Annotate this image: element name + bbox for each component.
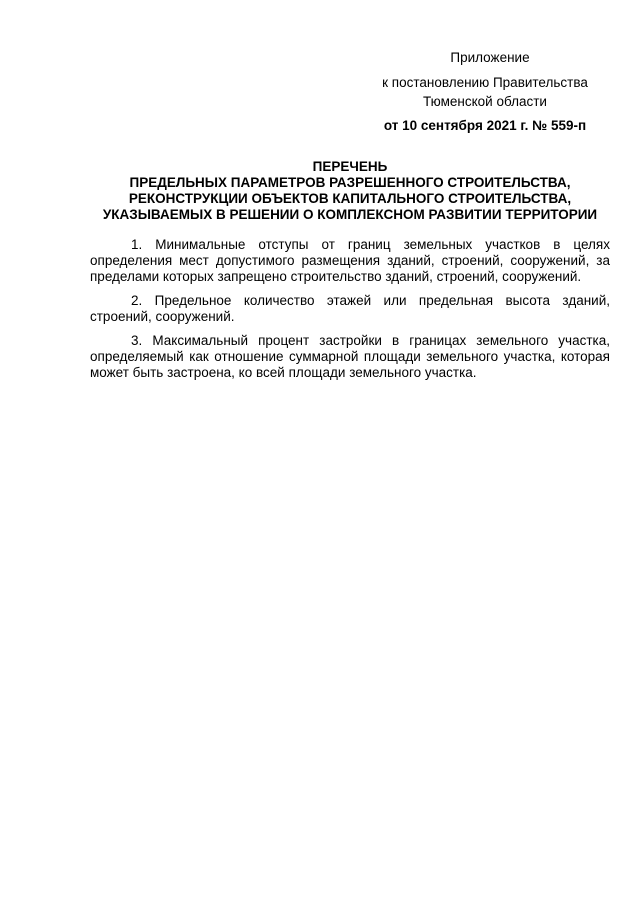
appendix-header xyxy=(360,48,610,135)
document-title xyxy=(80,159,620,223)
appendix-label: Приложение xyxy=(450,50,530,65)
appendix-resolution: к постановлению Правительства xyxy=(382,75,588,90)
title-line-1: ПЕРЕЧЕНЬ xyxy=(312,159,388,174)
title-line-2: ПРЕДЕЛЬНЫХ ПАРАМЕТРОВ РАЗРЕШЕННОГО СТРОИТЕЛЬСТВА, xyxy=(129,175,571,190)
title-line-4: УКАЗЫВАЕМЫХ В РЕШЕНИИ О КОМПЛЕКСНОМ РАЗВИТИИ ТЕРРИТОРИИ xyxy=(102,207,598,222)
list-item-1: 1. Минимальные отступы от границ земельных участков в целях определения мест допустимого размещения зданий, строений, сооружений, за пределами которых запрещено строительство зданий, строений, сооружений. xyxy=(90,237,610,284)
list-item-2: 2. Предельное количество этажей или предельная высота зданий, строений, сооружений. xyxy=(90,293,610,324)
appendix-region: Тюменской области xyxy=(423,94,547,109)
title-line-3: РЕКОНСТРУКЦИИ ОБЪЕКТОВ КАПИТАЛЬНОГО СТРОИТЕЛЬСТВА, xyxy=(128,191,572,206)
list-item-3: 3. Максимальный процент застройки в границах земельного участка, определяемый как отношение суммарной площади земельного участка, которая может быть застроена, ко всей площади земельного участка. xyxy=(90,333,610,380)
document-body xyxy=(90,237,610,389)
appendix-date-number: от 10 сентября 2021 г. № 559-п xyxy=(383,118,587,133)
